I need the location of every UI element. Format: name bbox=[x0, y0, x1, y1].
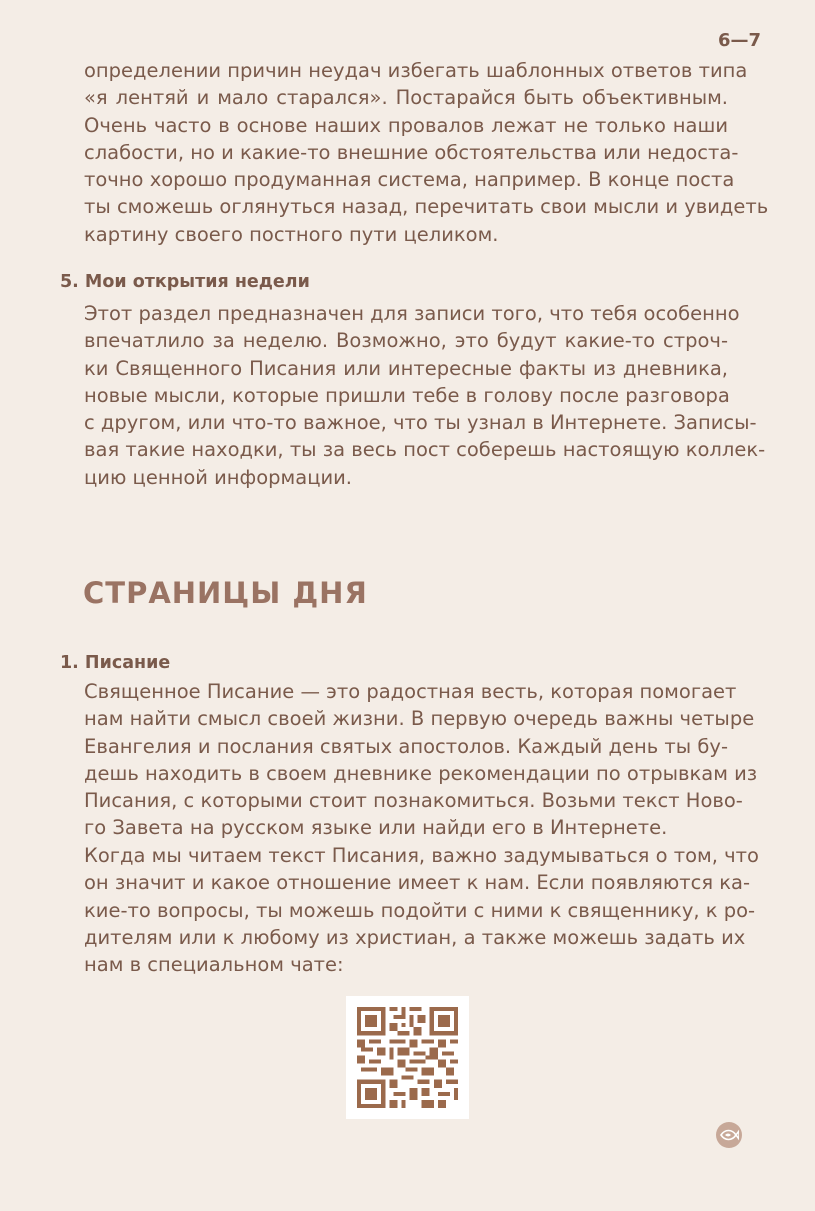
intro-paragraph bbox=[84, 57, 769, 248]
intro-line: картину своего постного пути целиком. bbox=[84, 222, 499, 246]
item-5-heading: 5. Мои открытия недели bbox=[60, 272, 310, 292]
intro-line: точно хорошо продуманная система, например. В конце поста bbox=[84, 168, 735, 192]
item-1-paragraph-a bbox=[84, 678, 758, 842]
qr-code-icon bbox=[357, 1007, 458, 1108]
section-title: СТРАНИЦЫ ДНЯ bbox=[83, 576, 368, 610]
fish-icon bbox=[719, 1128, 739, 1142]
item-5-line: новые мысли, которые пришли тебе в голову после разговора bbox=[84, 383, 730, 407]
item-1-line: го Завета на русском языке или найди его в Интернете. bbox=[84, 816, 668, 840]
item-5-line: с другом, или что-то важное, что ты узнал в Интернете. Записы- bbox=[84, 411, 757, 435]
fish-logo bbox=[716, 1122, 742, 1148]
item-1-line: дителям или к любому из христиан, а также можешь задать их bbox=[84, 925, 746, 949]
chat-qr-code[interactable] bbox=[346, 996, 469, 1119]
page-number: 6—7 bbox=[718, 30, 762, 51]
intro-line: Очень часто в основе наших провалов лежат не только наши bbox=[84, 113, 728, 137]
item-1-line: нам в специальном чате: bbox=[84, 953, 344, 977]
item-5-line: впечатлило за неделю. Возможно, это будут какие-то строч- bbox=[84, 329, 728, 353]
item-1-line: кие-то вопросы, ты можешь подойти с ними к священнику, к ро- bbox=[84, 898, 756, 922]
item-1-line: Евангелия и послания святых апостолов. Каждый день ты бу- bbox=[84, 734, 728, 758]
intro-line: определении причин неудач избегать шаблонных ответов типа bbox=[84, 59, 748, 82]
item-1-line: нам найти смысл своей жизни. В первую очередь важны четыре bbox=[84, 707, 755, 731]
item-1-line: он значит и какое отношение имеет к нам. Если появляются ка- bbox=[84, 871, 751, 895]
item-1-line: Когда мы читаем текст Писания, важно задумываться о том, что bbox=[84, 844, 759, 867]
intro-line: слабости, но и какие-то внешние обстоятельства или недоста- bbox=[84, 140, 739, 164]
item-1-paragraph-b bbox=[84, 842, 759, 978]
item-5-line: цию ценной информации. bbox=[84, 465, 353, 489]
intro-line: ты сможешь оглянуться назад, перечитать свои мысли и увидеть bbox=[84, 195, 769, 219]
item-5-line: Этот раздел предназначен для записи того, что тебя особенно bbox=[84, 302, 740, 325]
item-1-line: Писания, с которыми стоит познакомиться. Возьми текст Ново- bbox=[84, 789, 743, 813]
item-1-heading: 1. Писание bbox=[60, 653, 171, 673]
intro-line: «я лентяй и мало старался». Постарайся быть объективным. bbox=[84, 86, 728, 110]
item-5-line: вая такие находки, ты за весь пост соберешь настоящую коллек- bbox=[84, 438, 766, 462]
item-5-line: ки Священного Писания или интересные факты из дневника, bbox=[84, 356, 728, 380]
item-1-line: Священное Писание — это радостная весть, которая помогает bbox=[84, 680, 737, 703]
item-1-line: дешь находить в своем дневнике рекомендации по отрывкам из bbox=[84, 761, 758, 785]
item-5-paragraph bbox=[84, 300, 766, 491]
